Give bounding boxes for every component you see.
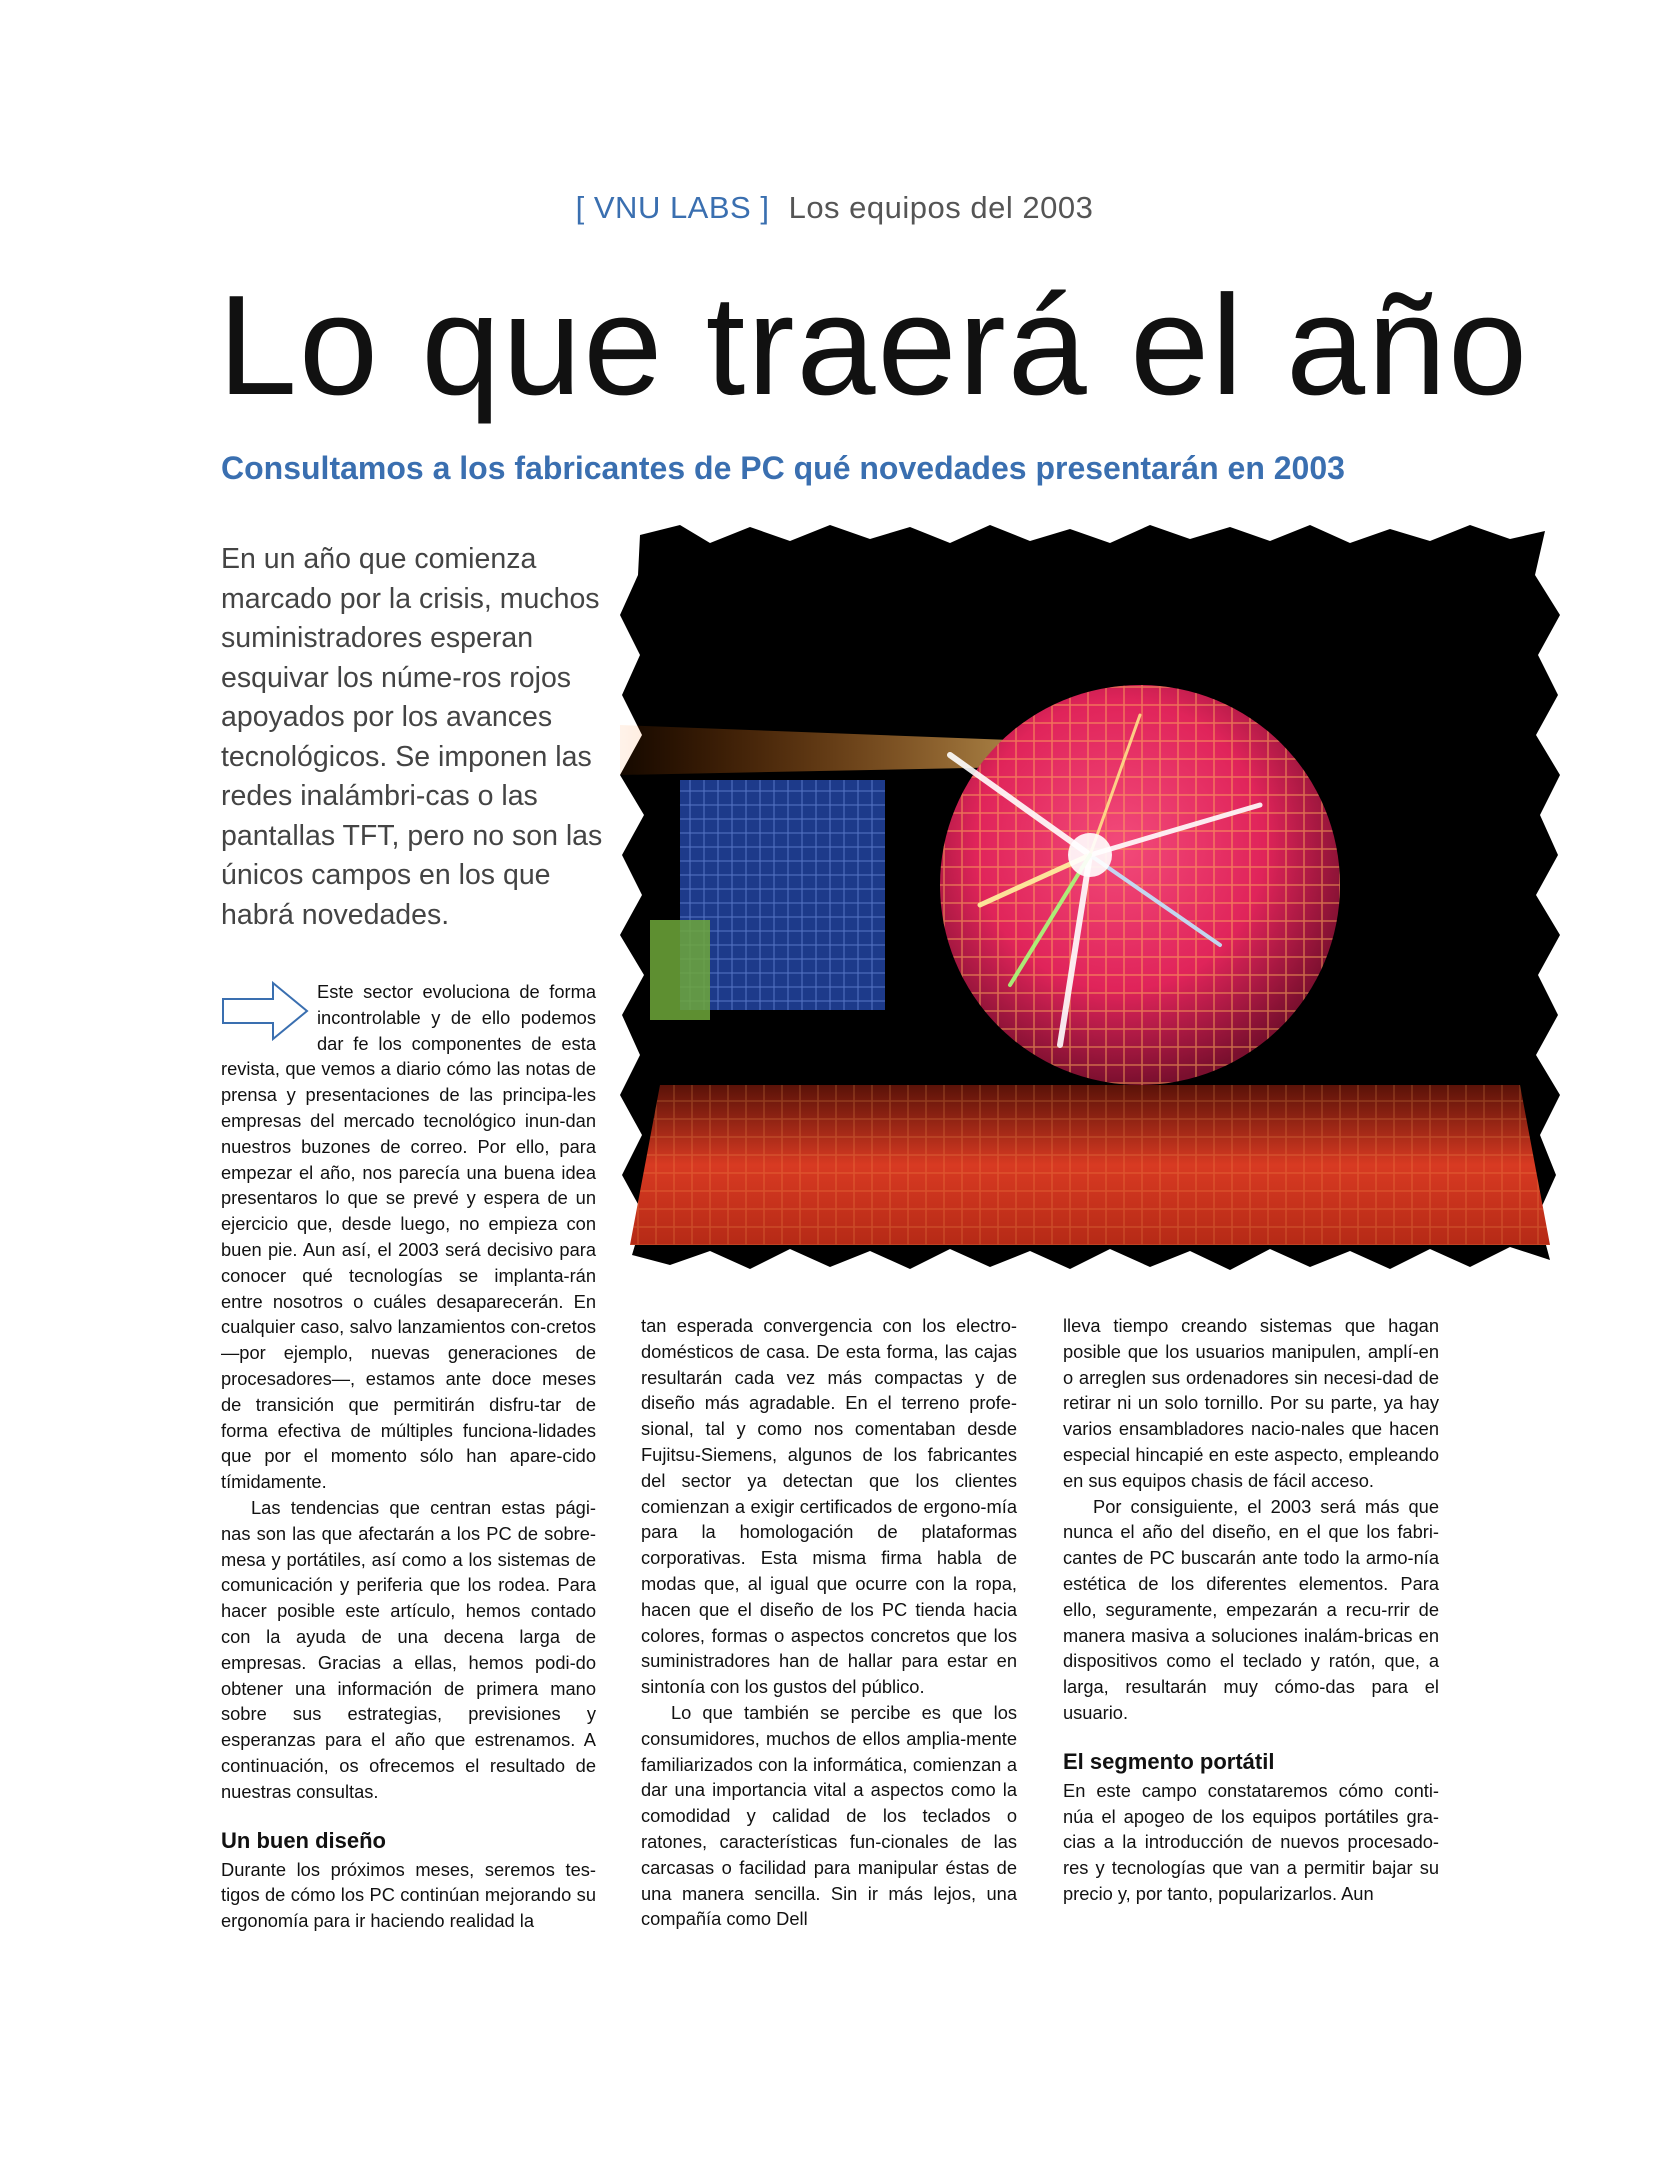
section-heading: El segmento portátil — [1063, 1748, 1275, 1774]
paragraph: lleva tiempo creando sistemas que hagan posible que los usuarios manipulen, amplí-en o arreglen sus ordenadores sin necesi-dad de retirar ni un solo tornillo. Por su parte, ya hay varios ensambladores nacio-nales que hacen especial hincapié en este aspecto, empleando en sus equipos chasis de fácil acceso. — [1063, 1315, 1439, 1491]
article-column-1 — [221, 979, 596, 1934]
wafer-grid — [940, 685, 1340, 1085]
article-column-2 — [641, 1313, 1017, 1932]
paragraph: Las tendencias que centran estas pági-nas son las que afectarán a los PC de sobre-mesa y portátiles, así como a los sistemas de comunicación y periferia que los rodea. Para hacer posible este artículo, hemos contado con la ayuda de una decena larga de empresas. Gracias a ellas, hemos podi-do obtener una información de primera mano sobre sus estrategias, previsiones y esperanzas para el año que estrenamos. A continuación, os ofrecemos el resultado de nuestras consultas. — [221, 1496, 596, 1802]
paragraph: tan esperada convergencia con los electro-domésticos de casa. De esta forma, las cajas resultarán cada vez más compactas y de diseño más agradable. En el terreno profe-sional, tal y como nos comentaban desde Fujitsu-Siemens, algunos de los fabricantes del sector ya detectan que los clientes comienzan a exigir certificados de ergono-mía para la homologación de plataformas corporativas. Esta misma firma habla de modas que, al igual que ocurre con la ropa, hacen que el diseño de los PC tienda hacia colores, formas o aspectos concretos que los suministradores han de hallar para estar en sintonía con los gustos del público. — [641, 1315, 1017, 1698]
illustration-processor-wafer — [620, 525, 1560, 1270]
circuit-chip-small — [650, 920, 710, 1020]
paragraph: En este campo constataremos cómo conti-núa el apogeo de los equipos portátiles gra-cias a la introducción de nuevos procesado-res y tecnologías que van a permitir bajar su precio y, por tanto, popularizarlos. Aun — [1063, 1779, 1439, 1904]
paragraph: Por consiguiente, el 2003 será más que nunca el año del diseño, en el que los fabri-cantes de PC buscarán ante todo la armo-nía estética de los diferentes elementos. Para ello, seguramente, empezarán a recu-rrir de manera masiva a soluciones inalám-bricas en dispositivos como el teclado y ratón, que, a larga, resultarán muy cómo-das para el usuario. — [1063, 1495, 1439, 1723]
paragraph: Este sector evoluciona de forma incontrolable y de ello podemos dar fe los componentes de esta revista, que vemos a diario cómo las notas de prensa y presentaciones de las principa-les empresas del mercado tecnológico inun-dan nuestros buzones de correo. Por ello, para empezar el año, nos parecía una buena idea presentaros lo que se prevé y espera de un ejercicio que, desde luego, no empieza con buen pie. Aun así, el 2003 será decisivo para conocer qué tecnologías se implanta-rán entre nosotros o cuáles desaparecerán. En cualquier caso, salvo lanzamientos con-cretos —por ejemplo, nuevas generaciones de procesadores—, estamos ante doce meses de transición que permitirán disfru-tar de forma efectiva de múltiples funciona-lidades que por el momento sólo han apare-cido tímidamente. — [221, 981, 596, 1493]
light-burst-core — [1068, 833, 1112, 877]
article-title: Lo que traerá el año — [218, 266, 1530, 425]
paragraph: Durante los próximos meses, seremos tes-tigos de cómo los PC continúan mejorando su ergonomía para ir haciendo realidad la — [221, 1858, 596, 1932]
circuit-chip-grid — [680, 780, 885, 1010]
arrow-right-icon — [221, 981, 309, 1041]
section-kicker — [0, 190, 1669, 226]
section-tag: [ VNU LABS ] — [575, 190, 770, 225]
article-subtitle: Consultamos a los fabricantes de PC qué novedades presentarán en 2003 — [221, 450, 1345, 486]
lead-paragraph: En un año que comienza marcado por la crisis, muchos suministradores esperan esquivar los núme-ros rojos apoyados por los avances tecnológicos. Se imponen las redes inalámbri-cas o las pantallas TFT, pero no son las únicos campos en los que habrá novedades. — [221, 543, 603, 931]
checkered-floor-grid — [630, 1085, 1550, 1245]
section-heading: Un buen diseño — [221, 1827, 386, 1853]
section-title: Los equipos del 2003 — [788, 190, 1094, 225]
paragraph: Lo que también se percibe es que los consumidores, muchos de ellos amplia-mente familiarizados con la informática, comienzan a dar una importancia vital a aspectos como la comodidad y calidad de los teclados o ratones, características fun-cionales de las carcasas o facilidad para manipular éstas de una manera sencilla. Sin ir más lejos, una compañía como Dell — [641, 1701, 1017, 1930]
article-column-3 — [1063, 1313, 1439, 1907]
